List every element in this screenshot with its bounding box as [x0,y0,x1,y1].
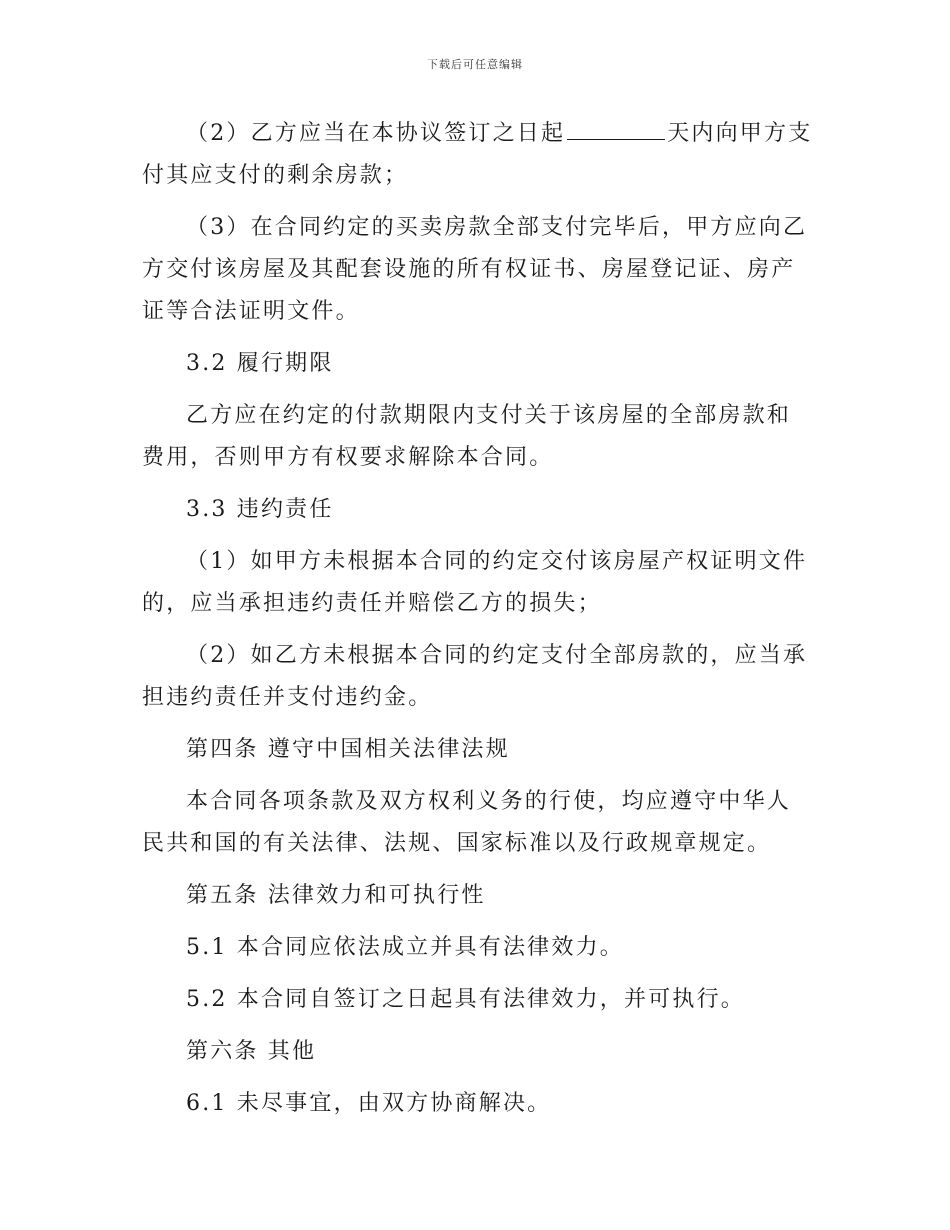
section-5-1: 5.1 本合同应依法成立并具有法律效力。 [186,935,624,960]
section-5-2: 5.2 本合同自签订之日起具有法律效力，并可执行。 [186,987,745,1012]
document-body [142,113,814,1135]
section-6-1: 6.1 未尽事宜，由双方协商解决。 [186,1091,552,1116]
clause-3-1-item-2-part-a: （2）乙方应当在本协议签订之日起 [186,121,566,146]
article-5-heading: 第五条 法律效力和可执行性 [186,883,486,908]
section-3-3-heading: 3.3 违约责任 [186,497,334,522]
clause-3-1-item-3: （3）在合同约定的买卖房款全部支付完毕后，甲方应向乙方交付该房屋及其配套设施的所有权证书、房屋登记证、房产证等合法证明文件。 [142,215,808,324]
article-6-heading: 第六条 其他 [186,1039,317,1064]
section-3-3-item-1: （1）如甲方未根据本合同的约定交付该房屋产权证明文件的，应当承担违约责任并赔偿乙方的损失； [142,549,808,616]
page-header: 下载后可任意编辑 [427,58,523,71]
article-4-heading: 第四条 遵守中国相关法律法规 [186,737,510,762]
article-4-body: 本合同各项条款及双方权利义务的行使，均应遵守中华人民共和国的有关法律、法规、国家标准以及行政规章规定。 [142,789,792,856]
section-3-3-item-2: （2）如乙方未根据本合同的约定支付全部房款的，应当承担违约责任并支付违约金。 [142,643,808,710]
section-3-2-heading: 3.2 履行期限 [186,351,334,376]
clause-3-1-item-2-part-b: 天内向甲方支付其应支付的剩余房款； [142,121,813,188]
clause-3-1-item-2 [142,113,814,197]
days-blank-field [567,115,665,140]
section-3-2-body: 乙方应在约定的付款期限内支付关于该房屋的全部房款和费用，否则甲方有权要求解除本合同。 [142,403,792,470]
